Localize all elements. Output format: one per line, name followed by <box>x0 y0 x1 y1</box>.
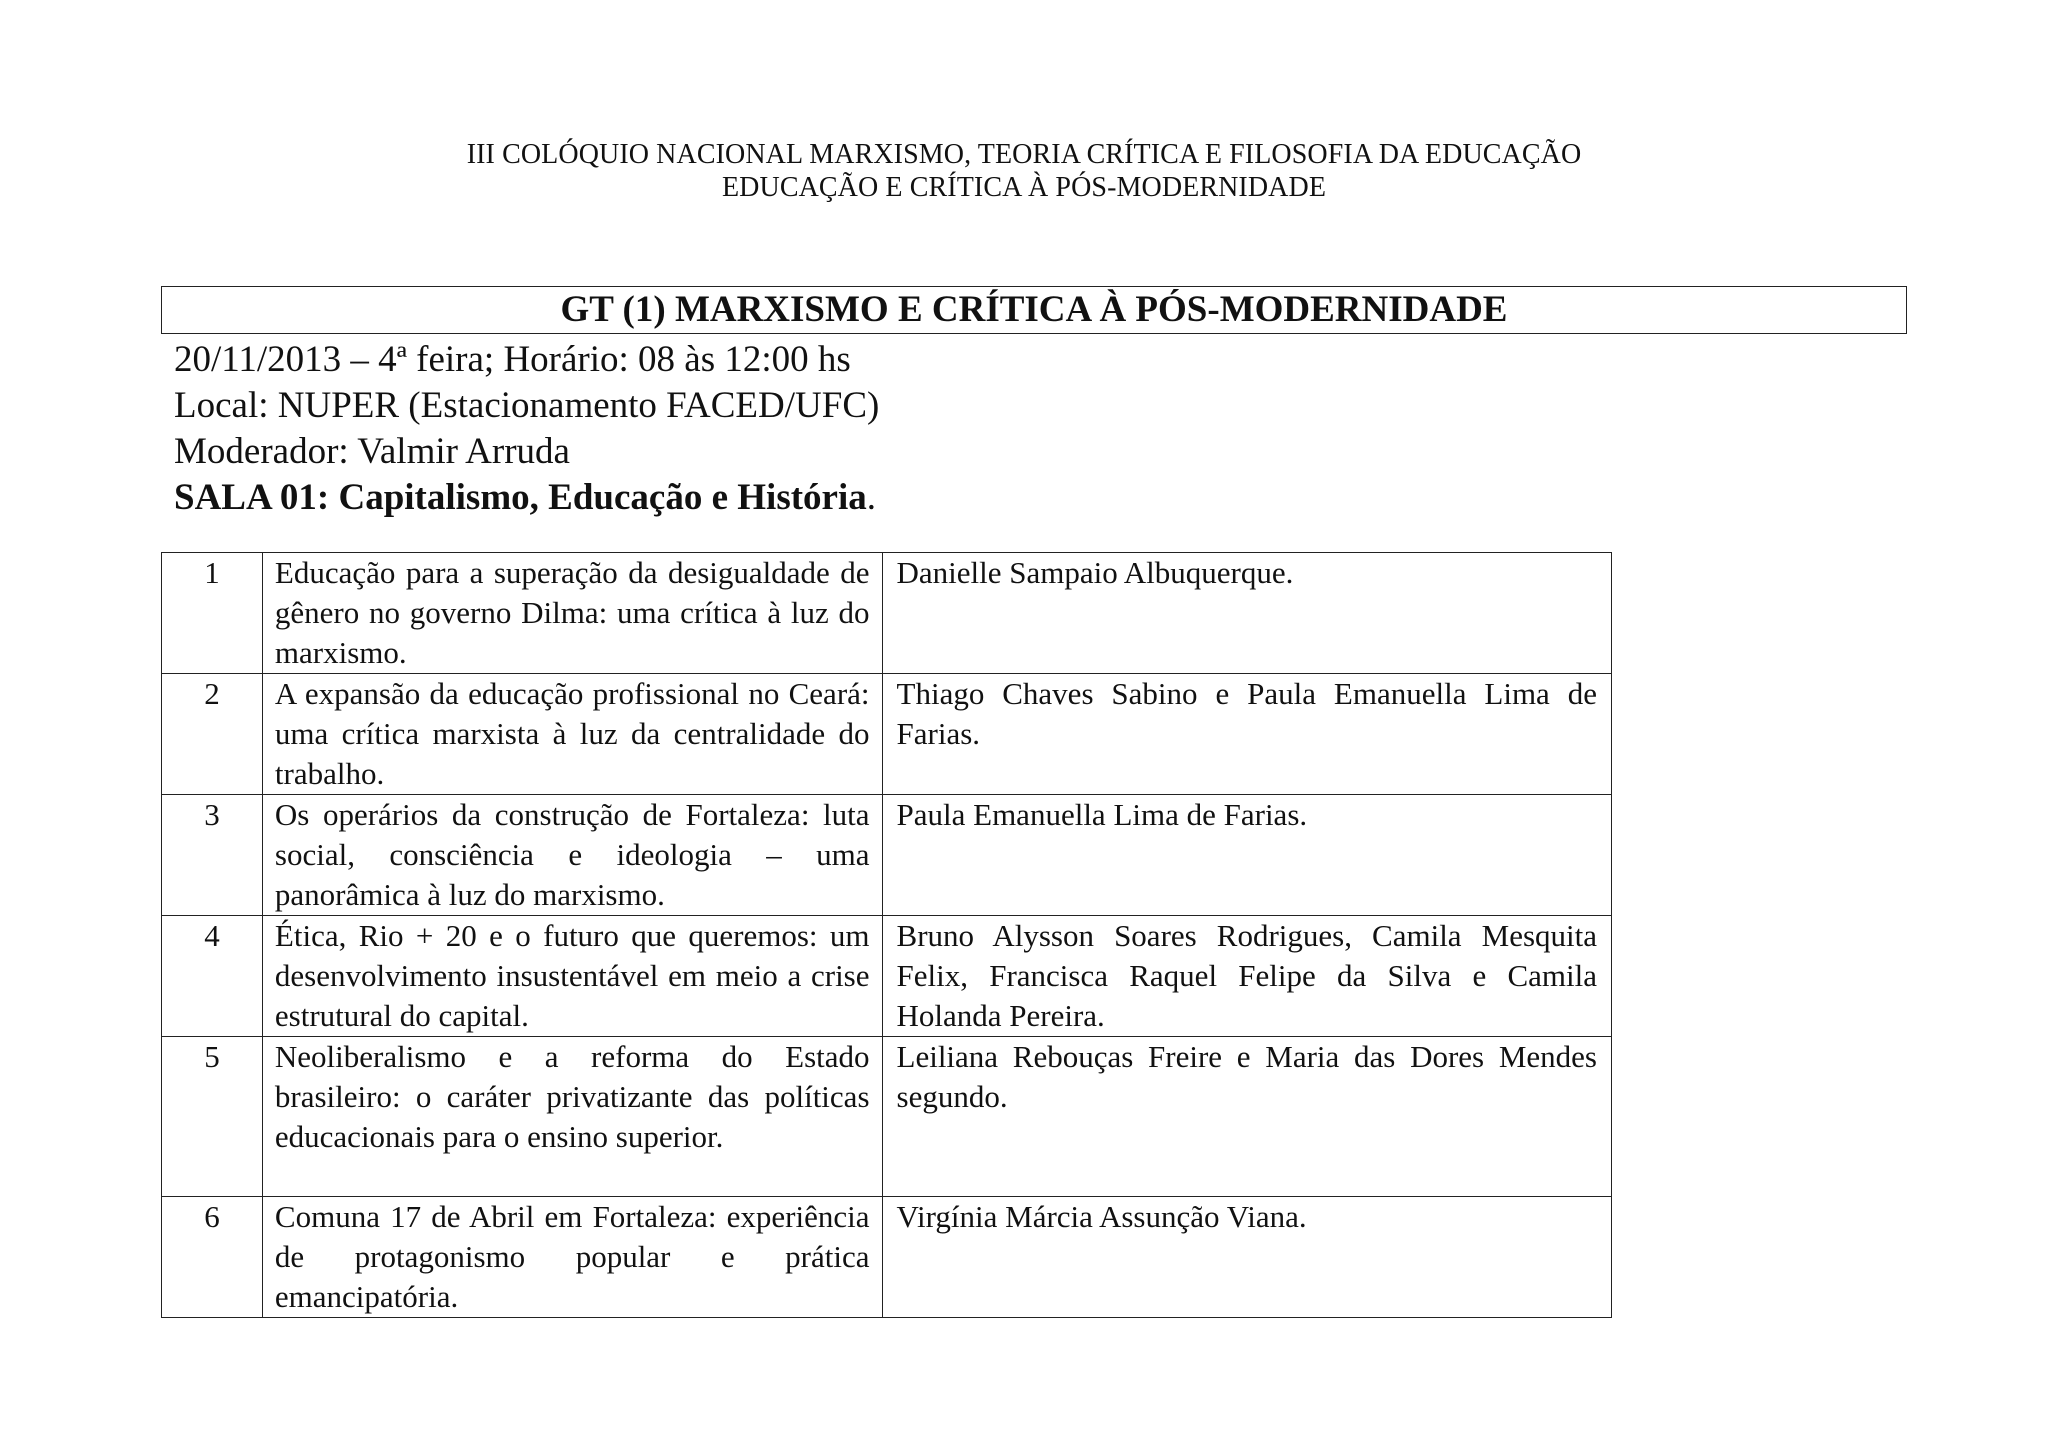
session-number: 4 <box>162 916 263 1037</box>
table-row <box>162 1037 1612 1197</box>
working-group-title: GT (1) MARXISMO E CRÍTICA À PÓS-MODERNIDADE <box>161 286 1907 334</box>
table-row <box>162 674 1612 795</box>
session-number: 2 <box>162 674 263 795</box>
session-number: 6 <box>162 1197 263 1318</box>
document-header <box>0 138 2048 204</box>
session-title: Neoliberalismo e a reforma do Estado brasileiro: o caráter privatizante das políticas educacionais para o ensino superior. <box>262 1037 882 1197</box>
session-number: 3 <box>162 795 263 916</box>
session-authors: Leiliana Rebouças Freire e Maria das Dores Mendes segundo. <box>882 1037 1611 1197</box>
session-authors: Bruno Alysson Soares Rodrigues, Camila Mesquita Felix, Francisca Raquel Felipe da Silva e Camila Holanda Pereira. <box>882 916 1611 1037</box>
session-authors: Thiago Chaves Sabino e Paula Emanuella Lima de Farias. <box>882 674 1611 795</box>
session-authors: Paula Emanuella Lima de Farias. <box>882 795 1611 916</box>
session-title: A expansão da educação profissional no Ceará: uma crítica marxista à luz da centralidade do trabalho. <box>262 674 882 795</box>
session-title: Comuna 17 de Abril em Fortaleza: experiência de protagonismo popular e prática emancipatória. <box>262 1197 882 1318</box>
location: Local: NUPER (Estacionamento FACED/UFC) <box>174 385 880 426</box>
room-heading <box>174 475 879 521</box>
table-row <box>162 553 1612 674</box>
event-subtitle: EDUCAÇÃO E CRÍTICA À PÓS-MODERNIDADE <box>721 172 1327 203</box>
table-row <box>162 916 1612 1037</box>
session-title: Educação para a superação da desigualdade de gênero no governo Dilma: uma crítica à luz do marxismo. <box>262 553 882 674</box>
session-title: Ética, Rio + 20 e o futuro que queremos: um desenvolvimento insustentável em meio a crise estrutural do capital. <box>262 916 882 1037</box>
schedule-table <box>161 552 1612 1318</box>
moderator: Moderador: Valmir Arruda <box>174 431 570 472</box>
session-number: 1 <box>162 553 263 674</box>
session-info <box>174 337 879 521</box>
event-title: III COLÓQUIO NACIONAL MARXISMO, TEORIA CRÍTICA E FILOSOFIA DA EDUCAÇÃO <box>466 139 1582 170</box>
room-period: . <box>866 477 876 518</box>
session-authors: Danielle Sampaio Albuquerque. <box>882 553 1611 674</box>
table-row <box>162 795 1612 916</box>
session-authors: Virgínia Márcia Assunção Viana. <box>882 1197 1611 1318</box>
table-row <box>162 1197 1612 1318</box>
date-time: 20/11/2013 – 4ª feira; Horário: 08 às 12:00 hs <box>174 339 851 380</box>
session-title: Os operários da construção de Fortaleza: luta social, consciência e ideologia – uma panorâmica à luz do marxismo. <box>262 795 882 916</box>
room-name: SALA 01: Capitalismo, Educação e História <box>174 477 867 518</box>
session-number: 5 <box>162 1037 263 1197</box>
